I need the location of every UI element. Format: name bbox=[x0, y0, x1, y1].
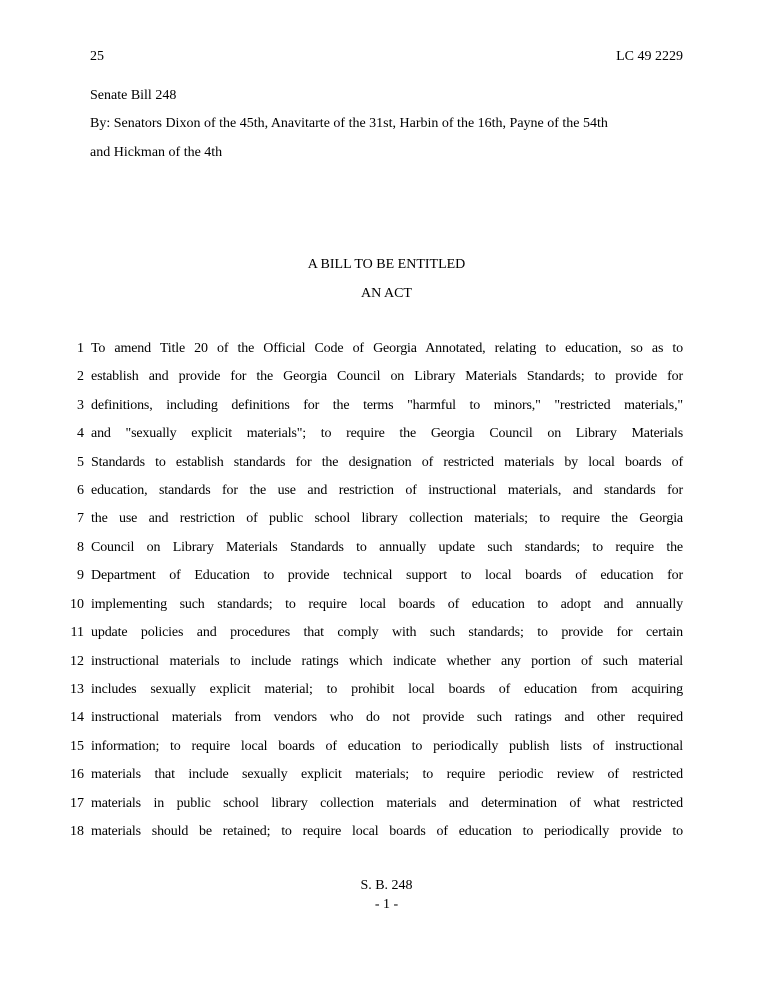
bill-line bbox=[0, 562, 773, 590]
line-text: implementing such standards; to require local boards of education to adopt and annually bbox=[91, 596, 683, 612]
bill-heading-an-act: AN ACT bbox=[361, 285, 412, 301]
bill-line bbox=[0, 449, 773, 477]
bill-line bbox=[0, 591, 773, 619]
line-number: 17 bbox=[70, 795, 84, 811]
line-text: To amend Title 20 of the Official Code of Georgia Annotated, relating to education, so as to bbox=[91, 341, 683, 357]
bill-line bbox=[0, 505, 773, 533]
bill-title: Senate Bill 248 bbox=[90, 88, 177, 103]
bill-line bbox=[0, 818, 773, 846]
bill-line bbox=[0, 534, 773, 562]
bill-sponsors-line-1: By: Senators Dixon of the 45th, Anavitarte of the 31st, Harbin of the 16th, Payne of the 54th bbox=[90, 116, 608, 132]
line-number: 15 bbox=[70, 738, 84, 754]
line-number: 6 bbox=[77, 483, 84, 499]
page-footer bbox=[0, 876, 773, 914]
bill-line bbox=[0, 335, 773, 363]
line-number: 11 bbox=[70, 625, 84, 641]
line-number: 12 bbox=[70, 653, 84, 669]
line-number: 9 bbox=[77, 568, 84, 584]
bill-line bbox=[0, 676, 773, 704]
line-text: education, standards for the use and restriction of instructional materials, and standards for bbox=[91, 483, 683, 499]
page-header bbox=[90, 47, 683, 66]
line-number: 16 bbox=[70, 767, 84, 783]
line-number: 14 bbox=[70, 710, 84, 726]
line-text: instructional materials to include ratings which indicate whether any portion of such material bbox=[91, 653, 683, 669]
footer-page-ref: - 1 - bbox=[374, 897, 399, 913]
line-text: the use and restriction of public school library collection materials; to require the Georgia bbox=[91, 511, 683, 527]
bill-line bbox=[0, 619, 773, 647]
line-text: Standards to establish standards for the designation of restricted materials by local boards of bbox=[91, 454, 683, 470]
line-text: materials should be retained; to require local boards of education to periodically provide to bbox=[91, 823, 683, 839]
line-text: Department of Education to provide technical support to local boards of education for bbox=[91, 568, 683, 584]
footer-bill-ref: S. B. 248 bbox=[360, 878, 413, 894]
line-text: information; to require local boards of education to periodically publish lists of instructional bbox=[91, 738, 683, 754]
header-doc-code: LC 49 2229 bbox=[616, 49, 683, 64]
bill-line bbox=[0, 761, 773, 789]
bill-line bbox=[0, 790, 773, 818]
bill-line bbox=[0, 363, 773, 391]
bill-heading-entitled: A BILL TO BE ENTITLED bbox=[307, 257, 466, 273]
line-text: materials in public school library collection materials and determination of what restricted bbox=[91, 795, 683, 811]
header-page-number: 25 bbox=[90, 49, 104, 64]
line-text: update policies and procedures that comply with such standards; to provide for certain bbox=[91, 625, 683, 641]
line-text: instructional materials from vendors who do not provide such ratings and other required bbox=[91, 710, 683, 726]
line-number: 8 bbox=[77, 539, 84, 555]
bill-sponsors bbox=[90, 110, 683, 167]
line-text: and "sexually explicit materials"; to require the Georgia Council on Library Materials bbox=[91, 426, 683, 442]
line-text: includes sexually explicit material; to prohibit local boards of education from acquiring bbox=[91, 681, 683, 697]
line-number: 2 bbox=[77, 369, 84, 385]
bill-line bbox=[0, 420, 773, 448]
line-text: definitions, including definitions for the terms "harmful to minors," "restricted materials," bbox=[91, 397, 683, 413]
line-number: 13 bbox=[70, 681, 84, 697]
line-number: 7 bbox=[77, 511, 84, 527]
bill-sponsors-line-2: and Hickman of the 4th bbox=[90, 144, 223, 160]
line-text: materials that include sexually explicit materials; to require periodic review of restricted bbox=[91, 767, 683, 783]
bill-body bbox=[0, 335, 773, 846]
line-text: Council on Library Materials Standards to annually update such standards; to require the bbox=[91, 539, 683, 555]
bill-heading bbox=[0, 251, 773, 308]
line-number: 5 bbox=[77, 454, 84, 470]
bill-line bbox=[0, 733, 773, 761]
line-number: 1 bbox=[77, 341, 84, 357]
bill-line bbox=[0, 392, 773, 420]
line-number: 10 bbox=[70, 596, 84, 612]
line-number: 3 bbox=[77, 397, 84, 413]
bill-line bbox=[0, 648, 773, 676]
line-number: 18 bbox=[70, 823, 84, 839]
bill-line bbox=[0, 704, 773, 732]
bill-line bbox=[0, 477, 773, 505]
line-text: establish and provide for the Georgia Council on Library Materials Standards; to provide for bbox=[91, 369, 683, 385]
line-number: 4 bbox=[77, 426, 84, 442]
